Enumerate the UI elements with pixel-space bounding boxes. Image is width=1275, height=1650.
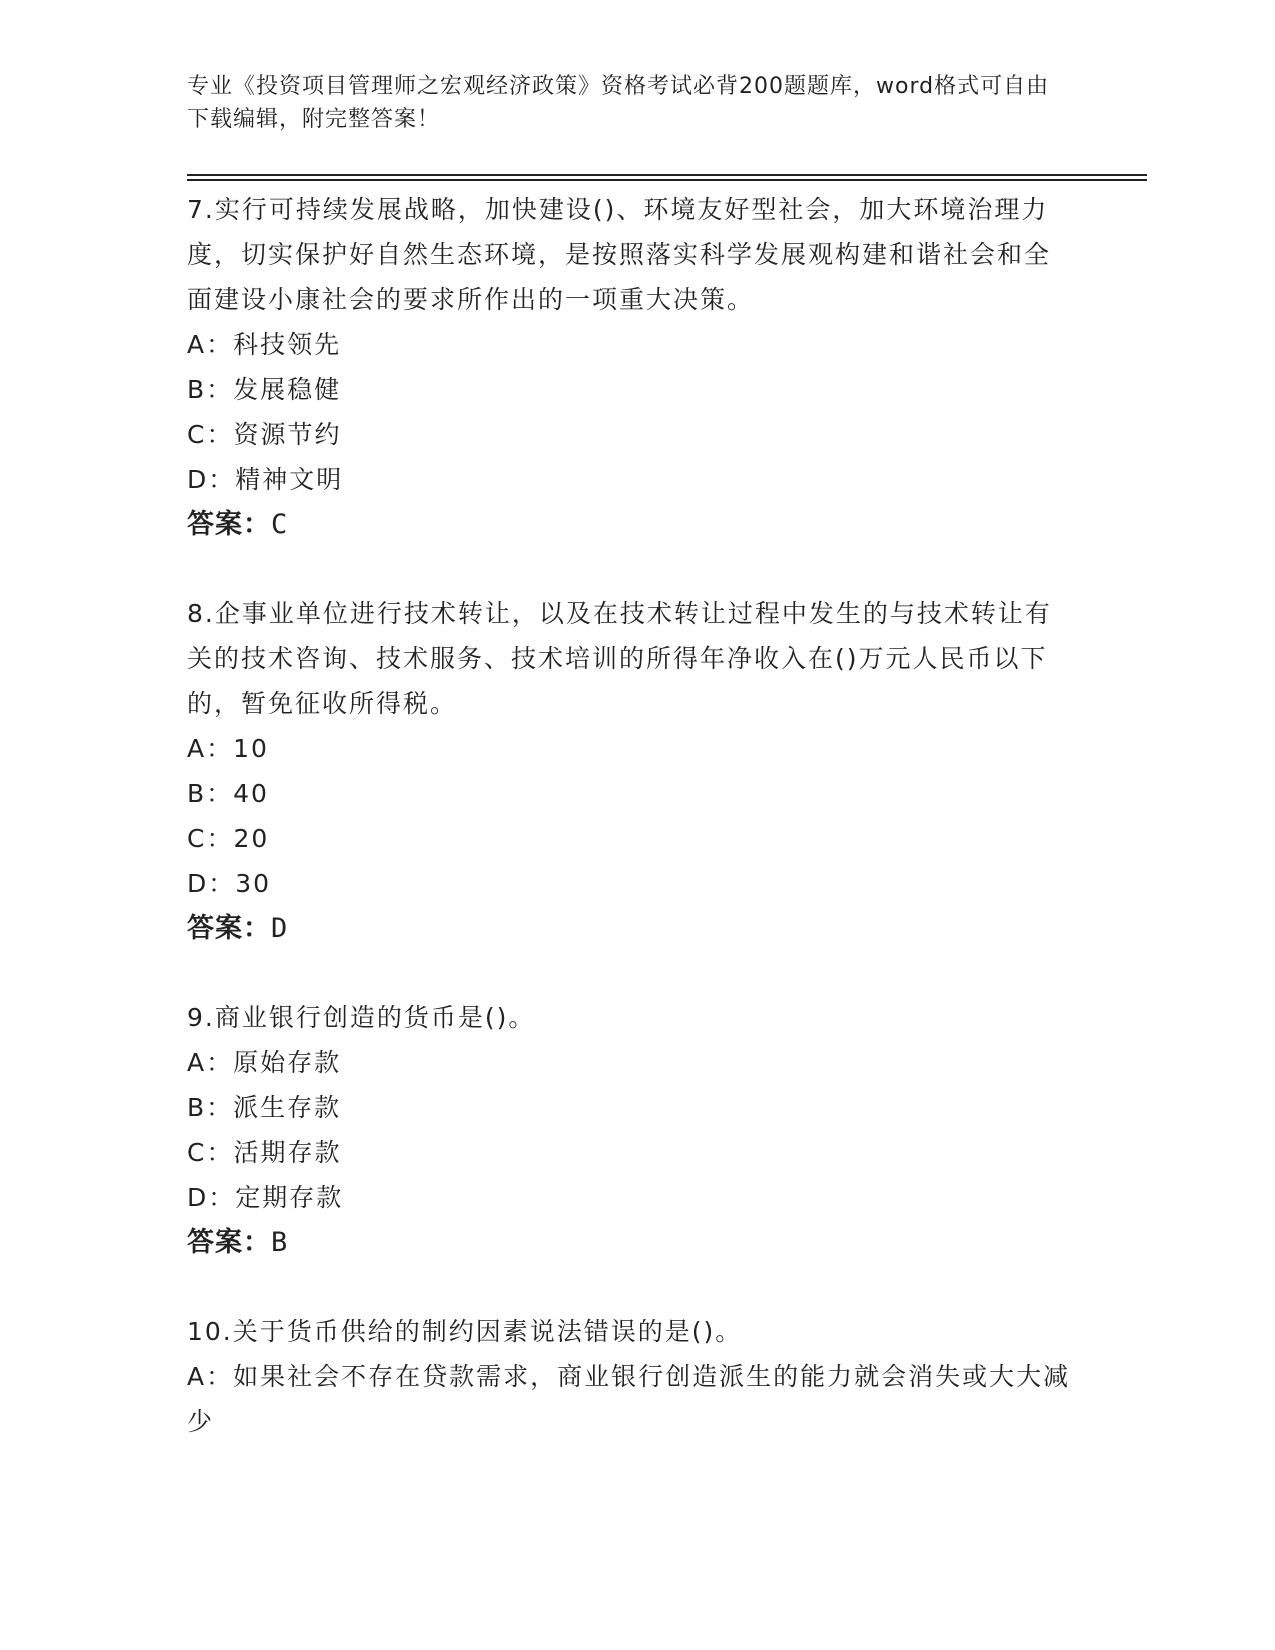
option-a: A：原始存款: [187, 1048, 342, 1077]
option-c: C：活期存款: [187, 1138, 342, 1167]
option-b: B：发展稳健: [187, 375, 342, 404]
question-stem: 9.商业银行创造的货币是()。: [187, 1003, 536, 1032]
option-a: A：10: [187, 734, 269, 763]
option-a: A：如果社会不存在贷款需求，商业银行创造派生的能力就会消失或大大减少: [187, 1362, 1071, 1436]
answer-value: D: [271, 913, 289, 944]
divider-line-bottom: [187, 179, 1147, 181]
answer-line: [187, 906, 1147, 951]
option-b: B：派生存款: [187, 1093, 342, 1122]
answer-line: [187, 502, 1147, 547]
answer-value: C: [271, 509, 289, 540]
answer-label: 答案：: [187, 1227, 271, 1258]
option-b: B：40: [187, 779, 269, 808]
answer-value: B: [271, 1227, 289, 1258]
question-stem: 7.实行可持续发展战略，加快建设()、环境友好型社会，加大环境治理力度，切实保护好自然生态环境，是按照落实科学发展观构建和谐社会和全面建设小康社会的要求所作出的一项重大决策。: [187, 195, 1052, 314]
document-header: 专业《投资项目管理师之宏观经济政策》资格考试必背200题题库，word格式可自由下载编辑，附完整答案！: [187, 74, 1050, 132]
option-d: D：定期存款: [187, 1183, 344, 1212]
option-c: C：20: [187, 824, 270, 853]
option-d: D：精神文明: [187, 465, 344, 494]
divider-line-top: [187, 174, 1147, 176]
header-divider: [187, 174, 1147, 181]
question-block: [187, 995, 1147, 1265]
question-block: [187, 187, 1147, 547]
question-stem: 8.企事业单位进行技术转让，以及在技术转让过程中发生的与技术转让有关的技术咨询、技术服务、技术培训的所得年净收入在()万元人民币以下的，暂免征收所得税。: [187, 599, 1052, 718]
answer-label: 答案：: [187, 509, 271, 540]
option-d: D：30: [187, 869, 272, 898]
document-page: [187, 70, 1147, 1444]
answer-label: 答案：: [187, 913, 271, 944]
answer-line: [187, 1220, 1147, 1265]
option-c: C：资源节约: [187, 420, 342, 449]
question-block: [187, 1309, 1147, 1444]
question-block: [187, 591, 1147, 951]
question-stem: 10.关于货币供给的制约因素说法错误的是()。: [187, 1317, 743, 1346]
option-a: A：科技领先: [187, 330, 342, 359]
